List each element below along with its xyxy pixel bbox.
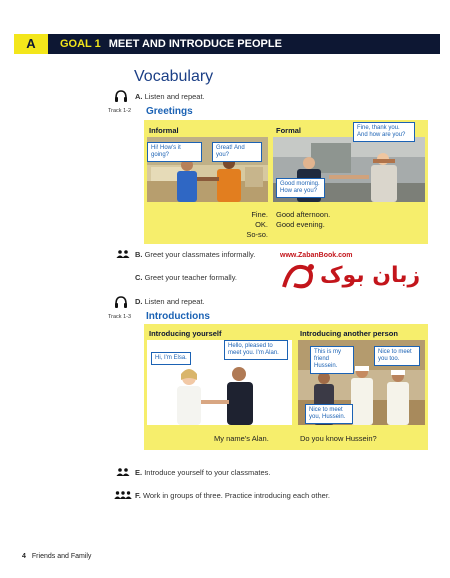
goal-title: MEET AND INTRODUCE PEOPLE: [108, 38, 282, 50]
step-c: [135, 273, 237, 282]
step-letter: B.: [135, 250, 143, 259]
step-text: Listen and repeat.: [144, 297, 205, 306]
informal-responses: [226, 210, 268, 240]
speech-bubble: Great! And you?: [212, 142, 262, 162]
introducing-another-label: Introducing another person: [300, 329, 398, 338]
track-label: Track 1-3: [108, 314, 132, 320]
formal-label: Formal: [276, 126, 302, 135]
introductions-heading: Introductions: [146, 311, 210, 322]
step-text: Work in groups of three. Practice introducing each other.: [142, 491, 330, 500]
step-e: [135, 468, 271, 477]
introducing-another-caption: Do you know Hussein?: [300, 434, 377, 443]
unit-title: Friends and Family: [31, 553, 92, 560]
response-line: So-so.: [246, 230, 268, 240]
watermark: [280, 252, 420, 291]
headphones-icon: [114, 90, 128, 103]
step-letter: C.: [135, 273, 143, 282]
track-label: Track 1-2: [108, 108, 132, 114]
speech-bubble: Nice to meet you too.: [374, 346, 420, 366]
pair-work-icon: [116, 250, 130, 258]
pair-work-icon: [116, 468, 130, 476]
speech-bubble: Nice to meet you, Hussein.: [305, 404, 353, 424]
speech-bubble: Fine, thank you. And how are you?: [353, 122, 415, 142]
step-d: [135, 297, 205, 306]
section-letter: A: [14, 34, 48, 54]
speech-bubble: Good morning. How are you?: [276, 178, 325, 198]
formal-responses: [276, 210, 330, 230]
step-b: [135, 250, 255, 259]
watermark-persian-text: زبان بوک: [320, 263, 421, 288]
speech-bubble: Hello, pleased to meet you. I'm Alan.: [224, 340, 288, 360]
introducing-yourself-caption: My name's Alan.: [214, 434, 269, 443]
section-title: Vocabulary: [134, 68, 214, 85]
goal-number: GOAL 1: [60, 38, 101, 50]
step-text: Introduce yourself to your classmates.: [144, 468, 271, 477]
headphones-icon: [114, 296, 128, 309]
step-text: Listen and repeat.: [144, 92, 205, 101]
response-line: OK.: [255, 220, 268, 230]
page-number: 4: [22, 553, 26, 560]
response-line: Fine.: [251, 210, 268, 219]
group-work-icon: [114, 491, 132, 499]
greetings-heading: Greetings: [146, 106, 193, 117]
response-line: Good evening.: [276, 220, 325, 230]
speech-bubble: Hi, I'm Elsa.: [151, 352, 191, 365]
step-letter: A.: [135, 92, 143, 101]
goal-header-text: [60, 34, 282, 54]
watermark-logo-icon: [280, 261, 320, 291]
step-f: [135, 491, 330, 500]
step-a: [135, 92, 205, 101]
response-line: Good afternoon.: [276, 210, 331, 219]
step-letter: E.: [135, 468, 143, 477]
step-letter: F.: [135, 491, 141, 500]
step-text: Greet your classmates informally.: [144, 250, 256, 259]
step-text: Greet your teacher formally.: [144, 273, 237, 282]
informal-label: Informal: [149, 126, 179, 135]
speech-bubble: Hi! How's it going?: [147, 142, 202, 162]
introducing-yourself-label: Introducing yourself: [149, 329, 222, 338]
step-letter: D.: [135, 297, 143, 306]
speech-bubble: This is my friend Hussein.: [310, 346, 354, 374]
page-footer: [22, 553, 91, 560]
watermark-url: www.ZabanBook.com: [280, 252, 353, 259]
